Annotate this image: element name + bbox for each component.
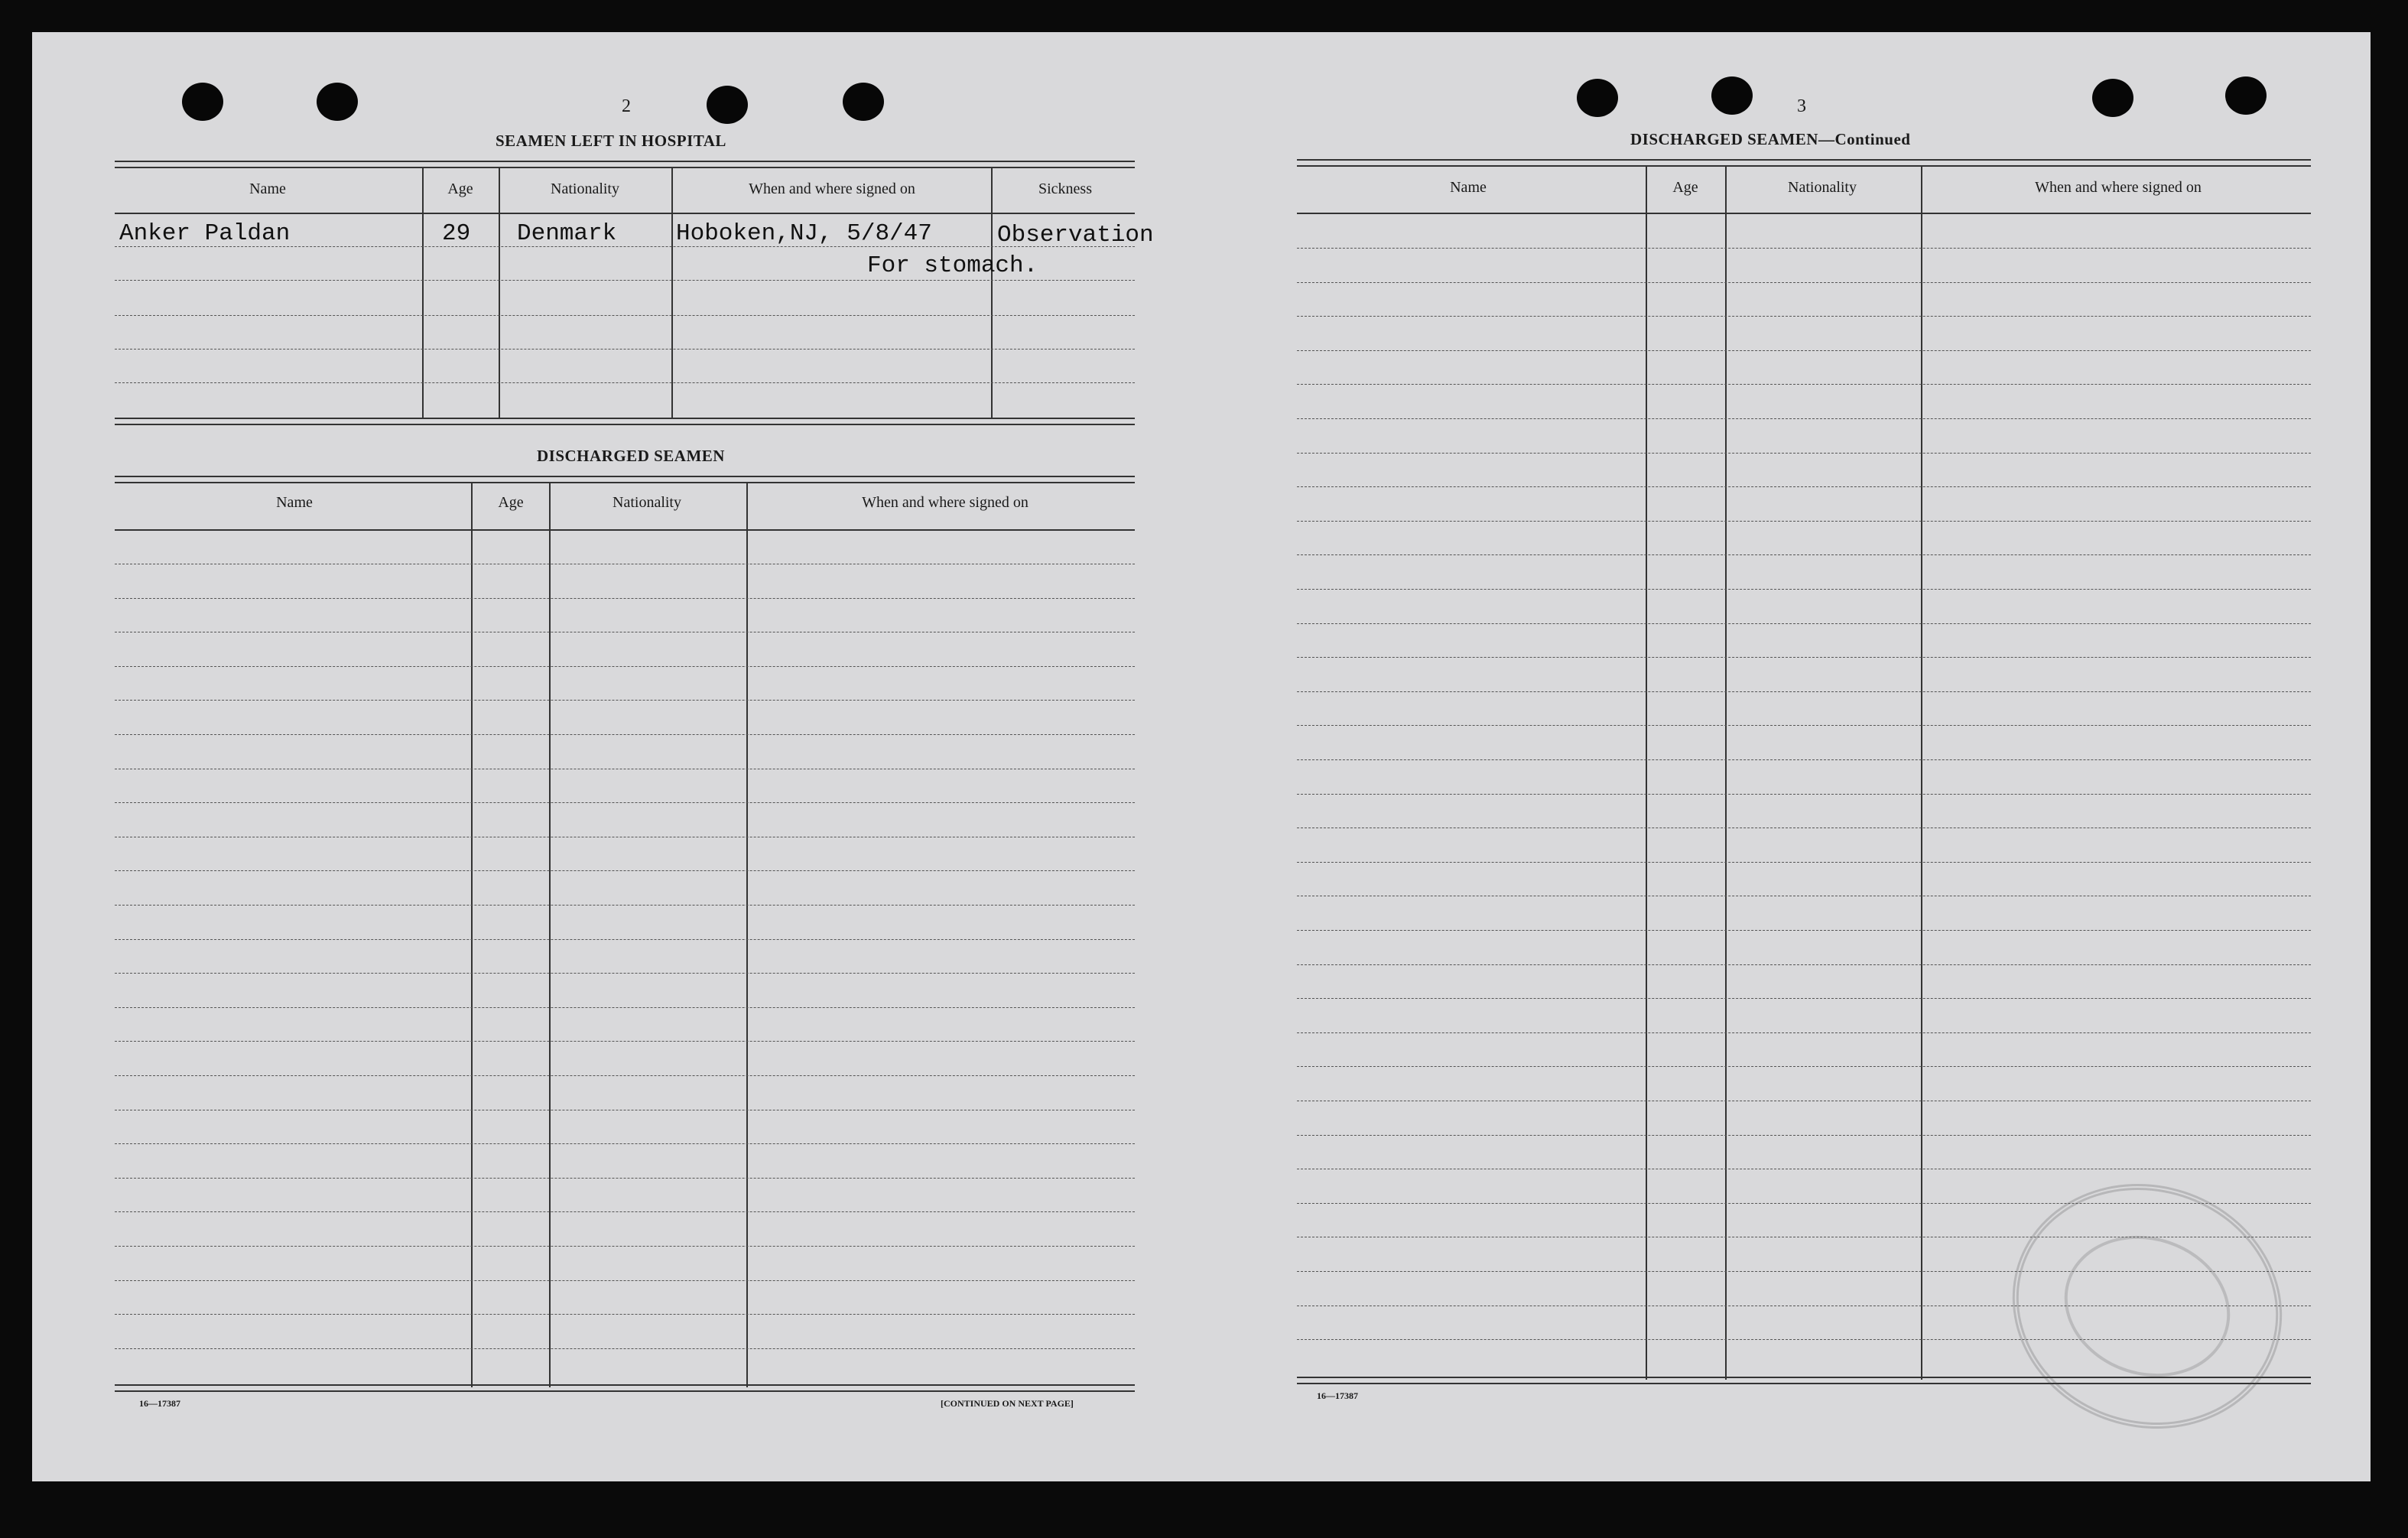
right-col-age: Age — [1672, 179, 1698, 196]
row-line — [1297, 623, 2311, 624]
row-line — [115, 1348, 1135, 1349]
row-line — [1297, 862, 2311, 863]
right-col-nationality: Nationality — [1788, 179, 1857, 196]
punch-hole — [843, 83, 884, 121]
row-line — [1297, 282, 2311, 283]
hospital-entry-sickness: Observation — [997, 222, 1154, 249]
row-line — [115, 1211, 1135, 1212]
hospital-col-name: Name — [249, 180, 286, 197]
row-line — [1297, 486, 2311, 487]
hospital-col-divider — [991, 167, 993, 419]
hospital-section-title: SEAMEN LEFT IN HOSPITAL — [496, 132, 726, 150]
punch-hole — [182, 83, 223, 121]
row-line — [115, 382, 1135, 383]
row-line — [1297, 1032, 2311, 1033]
row-line — [115, 905, 1135, 906]
row-line — [115, 1246, 1135, 1247]
page-number-left: 2 — [622, 96, 631, 116]
row-line — [1297, 554, 2311, 555]
right-col-divider — [1921, 165, 1922, 1380]
discharged-continued-title-main: DISCHARGED SEAMEN — [1630, 130, 1818, 148]
row-line — [1297, 418, 2311, 419]
discharged-col-divider — [549, 482, 551, 1387]
row-line — [115, 1280, 1135, 1281]
row-line — [115, 973, 1135, 974]
row-line — [115, 280, 1135, 281]
discharged-header-rule — [115, 529, 1135, 531]
row-line — [1297, 725, 2311, 726]
right-header-rule — [1297, 213, 2311, 214]
row-line — [115, 1178, 1135, 1179]
row-line — [115, 870, 1135, 871]
hospital-col-divider — [499, 167, 500, 419]
hospital-col-divider — [422, 167, 424, 419]
punch-hole — [707, 86, 748, 124]
row-line — [1297, 521, 2311, 522]
right-col-name: Name — [1450, 179, 1487, 196]
hospital-entry-sickness-note: For stomach. — [867, 252, 1038, 279]
row-line — [1297, 759, 2311, 760]
row-line — [115, 598, 1135, 599]
hospital-col-signed-on: When and where signed on — [749, 180, 915, 197]
punch-hole — [1577, 79, 1618, 117]
discharged-section-title: DISCHARGED SEAMEN — [537, 447, 725, 465]
row-line — [115, 700, 1135, 701]
discharged-col-divider — [746, 482, 748, 1387]
row-line — [1297, 964, 2311, 965]
hospital-col-sickness: Sickness — [1038, 180, 1092, 197]
row-line — [115, 939, 1135, 940]
discharged-top-rule — [115, 476, 1135, 483]
row-line — [1297, 316, 2311, 317]
hospital-entry-signed-on: Hoboken,NJ, 5/8/47 — [676, 220, 932, 247]
right-top-rule — [1297, 159, 2311, 167]
hospital-col-age: Age — [447, 180, 473, 197]
page-number-right: 3 — [1797, 96, 1806, 116]
row-line — [1297, 384, 2311, 385]
hospital-header-rule — [115, 213, 1135, 214]
row-line — [1297, 998, 2311, 999]
row-line — [1297, 657, 2311, 658]
hospital-col-divider — [671, 167, 673, 419]
row-line — [1297, 350, 2311, 351]
discharged-continued-suffix: —Continued — [1818, 130, 1911, 148]
row-line — [1297, 794, 2311, 795]
row-line — [115, 349, 1135, 350]
hospital-entry-age: 29 — [442, 220, 471, 247]
row-line — [115, 315, 1135, 316]
row-line — [1297, 1135, 2311, 1136]
form-number-right: 16—17387 — [1317, 1390, 1358, 1401]
discharged-continued-title — [1630, 130, 1910, 149]
discharged-col-name: Name — [276, 494, 313, 511]
punch-hole — [317, 83, 358, 121]
discharged-col-age: Age — [498, 494, 524, 511]
hospital-top-rule — [115, 161, 1135, 168]
row-line — [1297, 453, 2311, 454]
continued-note: [CONTINUED ON NEXT PAGE] — [941, 1398, 1074, 1409]
hospital-entry-nationality: Denmark — [517, 220, 617, 247]
right-col-signed-on: When and where signed on — [2035, 179, 2202, 196]
row-line — [1297, 691, 2311, 692]
discharged-bottom-rule — [115, 1384, 1135, 1392]
hospital-col-nationality: Nationality — [551, 180, 619, 197]
punch-hole — [1711, 76, 1753, 115]
hospital-bottom-rule — [115, 418, 1135, 425]
row-line — [1297, 589, 2311, 590]
hospital-entry-name: Anker Paldan — [119, 220, 291, 247]
discharged-col-divider — [471, 482, 473, 1387]
row-line — [115, 1007, 1135, 1008]
discharged-col-nationality: Nationality — [613, 494, 681, 511]
row-line — [115, 1041, 1135, 1042]
row-line — [115, 802, 1135, 803]
row-line — [1297, 248, 2311, 249]
right-col-divider — [1646, 165, 1647, 1380]
form-number-left: 16—17387 — [139, 1398, 180, 1409]
punch-hole — [2092, 79, 2133, 117]
row-line — [1297, 1066, 2311, 1067]
row-line — [1297, 930, 2311, 931]
right-col-divider — [1725, 165, 1727, 1380]
discharged-col-signed-on: When and where signed on — [862, 494, 1029, 511]
row-line — [115, 1143, 1135, 1144]
row-line — [115, 1075, 1135, 1076]
row-line — [115, 1314, 1135, 1315]
punch-hole — [2225, 76, 2267, 115]
row-line — [115, 734, 1135, 735]
row-line — [115, 666, 1135, 667]
